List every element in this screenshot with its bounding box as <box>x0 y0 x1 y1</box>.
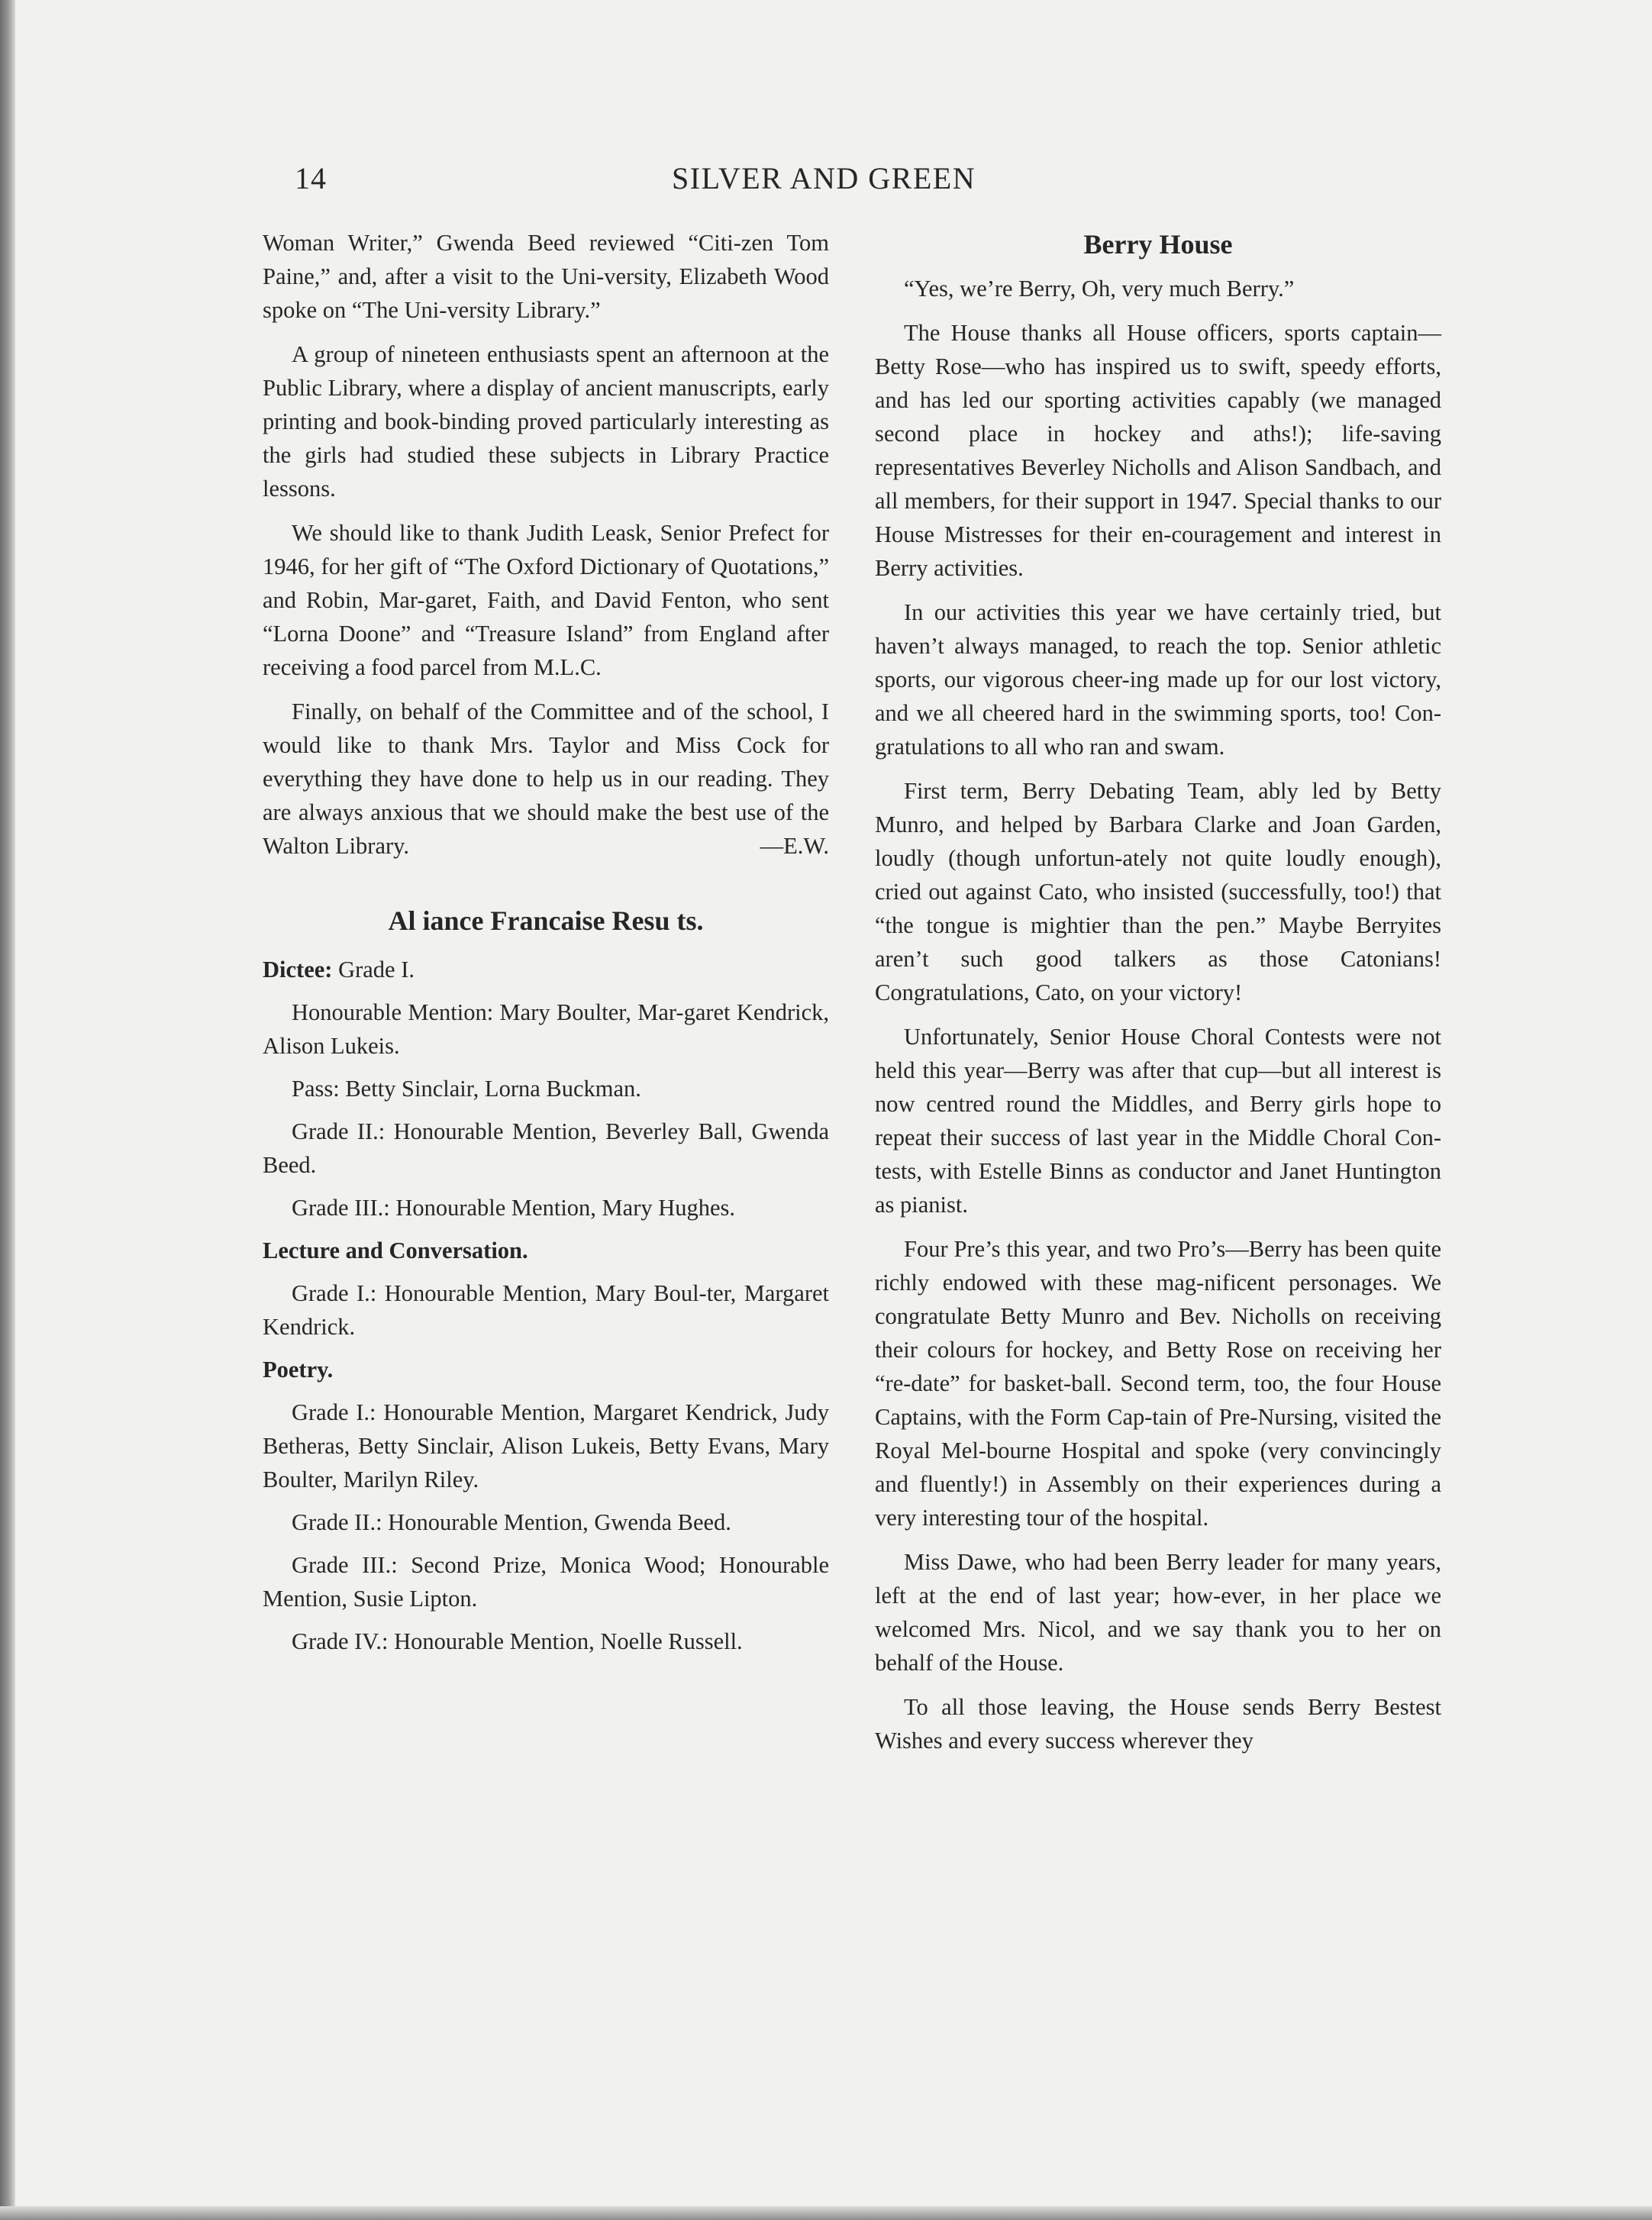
dictee-item-4: Grade III.: Honourable Mention, Mary Hughes. <box>292 1195 736 1221</box>
right-paragraph-6: Four Pre’s this year, and two Pro’s—Berry has been quite richly endowed with these mag-nificent personages. We congratulate Betty Munro and Bev. Nicholls on receiving their colours for hockey, and Betty Rose on receiving her “re-date” for basket-ball. Second term, too, the four House Captains, with the Form Cap-tain of Pre-Nursing, visited the Royal Mel-bourne Hospital and spoke (very convincingly and fluently!) in Assembly on their experiences during a very interesting tour of the hospital. <box>875 1236 1441 1531</box>
poetry-label: Poetry. <box>263 1357 334 1383</box>
lecture-item-1: Grade I.: Honourable Mention, Mary Boul-ter, Margaret Kendrick. <box>263 1280 829 1340</box>
right-paragraph-8: To all those leaving, the House sends Berry Bestest Wishes and every success wherever they <box>875 1694 1441 1754</box>
dictee-item-1: Honourable Mention: Mary Boulter, Mar-garet Kendrick, Alison Lukeis. <box>263 999 829 1059</box>
running-title: SILVER AND GREEN <box>672 161 976 195</box>
left-column <box>263 226 829 1667</box>
poetry-item-1: Grade I.: Honourable Mention, Margaret Kendrick, Judy Betheras, Betty Sinclair, Alison Lukeis, Betty Evans, Mary Boulter, Marilyn Riley. <box>263 1399 829 1492</box>
left-paragraph-4-text: Finally, on behalf of the Committee and of the school, I would like to thank Mrs. Taylor and Miss Cock for everything they have done to help us in our reading. They are always anxious that we should make the best use of the Walton Library. <box>263 699 829 859</box>
author-signature: —E.W. <box>760 833 829 859</box>
right-paragraph-4: First term, Berry Debating Team, ably led by Betty Munro, and helped by Barbara Clarke and Joan Garden, loudly (though unfortun-ately not quite loudly enough), cried out against Cato, who insisted (successfully, too!) that “the tongue is mightier than the pen.” Maybe Berryites aren’t such good talkers as those Catonians! Congratulations, Cato, on your victory! <box>875 778 1441 1005</box>
left-paragraph-1: Woman Writer,” Gwenda Beed reviewed “Citi-zen Tom Paine,” and, after a visit to the Uni-versity, Elizabeth Wood spoke on “The Uni-versity Library.” <box>263 230 829 323</box>
poetry-item-2: Grade II.: Honourable Mention, Gwenda Beed. <box>292 1509 731 1535</box>
page-bottom-edge <box>0 2206 1652 2220</box>
poetry-item-4: Grade IV.: Honourable Mention, Noelle Russell. <box>292 1628 743 1654</box>
poetry-item-3: Grade III.: Second Prize, Monica Wood; Honourable Mention, Susie Lipton. <box>263 1552 829 1612</box>
right-paragraph-7: Miss Dawe, who had been Berry leader for many years, left at the end of last year; how-ever, in her place we welcomed Mrs. Nicol, and we say thank you to her on behalf of the House. <box>875 1549 1441 1676</box>
left-paragraph-2: A group of nineteen enthusiasts spent an afternoon at the Public Library, where a display of ancient manuscripts, early printing and book-binding proved particularly interesting as the girls had studied these subjects in Library Practice lessons. <box>263 341 829 502</box>
alliance-results <box>263 953 829 1658</box>
right-paragraph-2: The House thanks all House officers, sports captain—Betty Rose—who has inspired us to swift, speedy efforts, and has led our sporting activities capably (we managed second place in hockey and aths!); life-saving representatives Beverley Nicholls and Alison Sandbach, and all members, for their support in 1947. Special thanks to our House Mistresses for their en-couragement and interest in Berry activities. <box>875 320 1441 581</box>
dictee-label: Dictee: <box>263 957 333 983</box>
right-column <box>875 226 1441 1768</box>
lecture-label: Lecture and Conversation. <box>263 1237 528 1263</box>
left-paragraph-4 <box>263 695 829 863</box>
berry-house-heading: Berry House <box>1083 229 1233 260</box>
results-heading: Al iance Francaise Resu ts. <box>388 905 704 936</box>
page-number: 14 <box>295 161 327 195</box>
dictee-item-3: Grade II.: Honourable Mention, Beverley Ball, Gwenda Beed. <box>263 1118 829 1178</box>
left-paragraph-3: We should like to thank Judith Leask, Senior Prefect for 1946, for her gift of “The Oxford Dictionary of Quotations,” and Robin, Mar-garet, Faith, and David Fenton, who sent “Lorna Doone” and “Treasure Island” from England after receiving a food parcel from M.L.C. <box>263 520 829 680</box>
right-paragraph-3: In our activities this year we have certainly tried, but haven’t always managed, to reach the top. Senior athletic sports, our vigorous cheer-ing made up for our lost victory, and we all cheered hard in the swimming sports, too! Con-gratulations to all who ran and swam. <box>875 599 1441 760</box>
right-paragraph-5: Unfortunately, Senior House Choral Contests were not held this year—Berry was after that cup—but all interest is now centred round the Middles, and Berry girls hope to repeat their success of last year in the Middle Choral Con-tests, with Estelle Binns as conductor and Janet Huntington as pianist. <box>875 1024 1441 1218</box>
dictee-item-2: Pass: Betty Sinclair, Lorna Buckman. <box>292 1076 641 1102</box>
dictee-line <box>263 953 829 986</box>
dictee-grade: Grade I. <box>338 957 415 983</box>
right-paragraph-1: “Yes, we’re Berry, Oh, very much Berry.” <box>904 276 1295 302</box>
book-spine-edge <box>0 0 15 2220</box>
